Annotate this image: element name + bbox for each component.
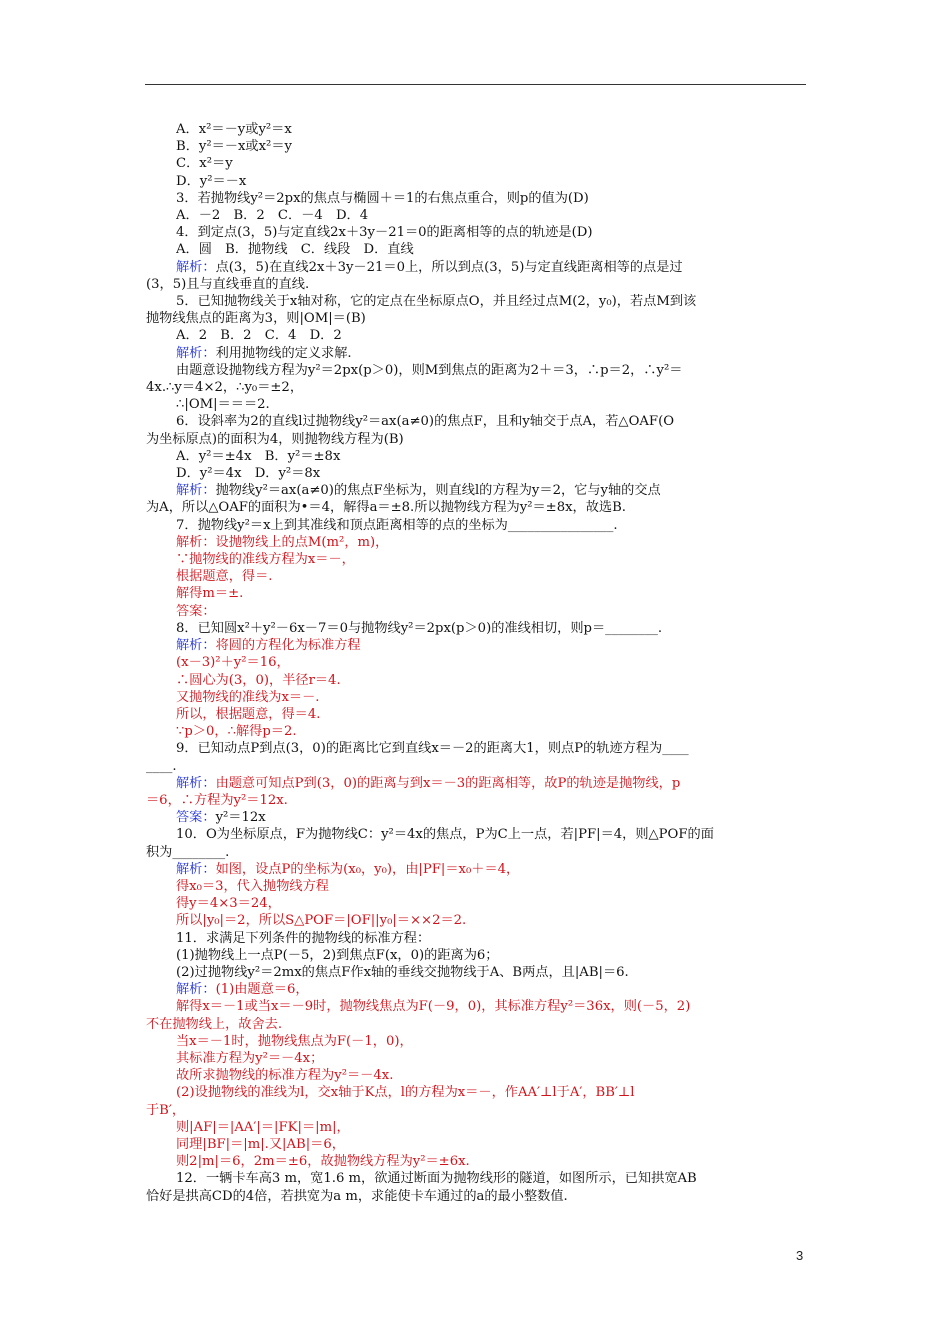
- text-run: (1)抛物线上一点P(－5，2)到焦点F(x，0)的距离为6；: [176, 947, 499, 963]
- text-line: [176, 1033, 808, 1050]
- text-line: [176, 637, 808, 654]
- text-line: [146, 276, 808, 293]
- text-run: 于B′，: [146, 1102, 186, 1118]
- text-line: [176, 964, 808, 981]
- text-line: [146, 499, 808, 516]
- text-line: [176, 1170, 808, 1187]
- text-line: [176, 1153, 808, 1170]
- text-run: 积为________.: [146, 844, 230, 860]
- page-number: 3: [796, 1248, 804, 1263]
- text-run: 同理|BF|＝|m|.又|AB|＝6，: [176, 1136, 345, 1152]
- text-run: 故所求抛物线的标准方程为y²＝－4x.: [176, 1068, 394, 1084]
- text-run: 点(3，5)在直线2x＋3y－21＝0上，所以到点(3，5)与定直线距离相等的点是过: [215, 259, 683, 275]
- text-run: 解得m＝±.: [176, 586, 244, 602]
- text-run: 5．已知抛物线关于x轴对称，它的定点在坐标原点O，并且经过点M(2，y₀)，若点M到该: [176, 294, 697, 310]
- text-run: (2)过抛物线y²＝2mx的焦点F作x轴的垂线交抛物线于A、B两点，且|AB|＝6.: [176, 964, 629, 980]
- text-run: 其标准方程为y²＝－4x；: [176, 1050, 324, 1066]
- text-run: 又抛物线的准线为x＝－.: [176, 689, 320, 705]
- text-line: [176, 861, 808, 878]
- text-line: [176, 1050, 808, 1067]
- solution-label: 解析：: [176, 483, 216, 499]
- text-line: [146, 1188, 808, 1205]
- text-line: [176, 465, 808, 482]
- text-line: [176, 259, 808, 276]
- text-line: [176, 345, 808, 362]
- text-run: B．y²＝－x或x²＝y: [176, 139, 292, 155]
- text-run: ∴圆心为(3，0)，半径r＝4.: [176, 672, 341, 688]
- text-line: [146, 310, 808, 327]
- text-run: ____.: [146, 758, 177, 774]
- text-line: [176, 1119, 808, 1136]
- document-body: [146, 121, 808, 1205]
- text-run: 得y＝4×3＝24，: [176, 896, 281, 912]
- text-run: 当x＝－1时，抛物线焦点为F(－1，0)，: [176, 1033, 413, 1049]
- text-line: [146, 1016, 808, 1033]
- text-run: 10．O为坐标原点，F为抛物线C：y²＝4x的焦点，P为C上一点，若|PF|＝4，则△POF的面: [176, 827, 714, 843]
- text-run: A．x²＝－y或y²＝x: [176, 122, 292, 137]
- text-line: [176, 190, 808, 207]
- text-run: ＝6，∴方程为y²＝12x.: [146, 792, 288, 808]
- solution-label: 解析：: [176, 345, 216, 361]
- text-run: 8．已知圆x²＋y²－6x－7＝0与抛物线y²＝2px(p＞0)的准线相切，则p＝________.: [176, 620, 663, 636]
- text-line: [176, 568, 808, 585]
- text-line: [146, 758, 808, 775]
- text-run: (x－3)²＋y²＝16，: [176, 655, 290, 671]
- text-run: A．2 B．2 C．4 D．2: [176, 328, 342, 344]
- text-run: 所以，根据题意，得＝4.: [176, 706, 321, 722]
- text-line: [176, 482, 808, 499]
- text-run: ∴|OM|＝＝＝2.: [176, 397, 270, 413]
- text-run: 恰好是拱高CD的4倍，若拱宽为a m，求能使卡车通过的a的最小整数值.: [146, 1188, 568, 1204]
- text-run: 利用抛物线的定义求解.: [215, 345, 352, 361]
- text-line: [176, 1084, 808, 1101]
- text-line: [176, 981, 808, 998]
- text-line: [176, 362, 808, 379]
- text-run: 解得x＝－1或当x＝－9时，抛物线焦点为F(－9，0)，其标准方程y²＝36x，则(－5，2): [176, 999, 691, 1015]
- solution-label: 解析：: [176, 259, 216, 275]
- text-line: [176, 775, 808, 792]
- text-line: [176, 241, 808, 258]
- text-run: 9．已知动点P到点(3，0)的距离比它到直线x＝－2的距离大1，则点P的轨迹方程为____: [176, 741, 689, 757]
- text-line: [146, 379, 808, 396]
- text-run: 11．求满足下列条件的抛物线的标准方程：: [176, 930, 431, 946]
- text-line: [176, 551, 808, 568]
- text-run: A．y²＝±4x B．y²＝±8x: [176, 448, 341, 464]
- solution-label: 解析：: [176, 775, 216, 791]
- text-line: [176, 173, 808, 190]
- text-run: 抛物线焦点的距离为3，则|OM|＝(B): [146, 311, 366, 327]
- text-line: [176, 224, 808, 241]
- text-run: 由题意可知点P到(3，0)的距离与到x＝－3的距离相等，故P的轨迹是抛物线，p: [215, 775, 681, 791]
- text-line: [176, 413, 808, 430]
- text-run: 由题意设抛物线方程为y²＝2px(p＞0)，则M到焦点的距离为2＋＝3，∴p＝2，∴y²＝: [176, 362, 683, 378]
- text-run: y²＝12x: [215, 810, 266, 826]
- text-run: 抛物线y²＝ax(a≠0)的焦点F坐标为，则直线l的方程为y＝2，它与y轴的交点: [215, 483, 661, 499]
- text-run: ∵p＞0，∴解得p＝2.: [176, 724, 297, 740]
- text-line: [176, 448, 808, 465]
- text-line: [176, 155, 808, 172]
- text-run: D．y²＝4x D．y²＝8x: [176, 466, 321, 482]
- text-line: [176, 534, 808, 551]
- text-line: [176, 912, 808, 929]
- text-run: (2)设抛物线的准线为l，交x轴于K点，l的方程为x＝－，作AA′⊥l于A′，BB′⊥l: [176, 1085, 635, 1101]
- text-line: [176, 947, 808, 964]
- solution-label: 答案：: [176, 810, 216, 826]
- text-run: 4．到定点(3，5)与定直线2x＋3y－21＝0的距离相等的点的轨迹是(D): [176, 225, 593, 241]
- text-run: D．y²＝－x: [176, 173, 247, 189]
- text-line: [176, 121, 808, 138]
- text-line: [176, 1136, 808, 1153]
- text-line: [146, 1102, 808, 1119]
- text-run: 12．一辆卡车高3 m，宽1.6 m，欲通过断面为抛物线形的隧道，如图所示，已知拱宽AB: [176, 1171, 697, 1187]
- text-run: 答案：: [176, 603, 216, 619]
- text-run: 得x₀＝3，代入抛物线方程: [176, 878, 329, 894]
- text-line: [176, 809, 808, 826]
- text-run: 所以|y₀|＝2，所以S△POF＝|OF||y₀|＝××2＝2.: [176, 913, 467, 929]
- text-run: 3．若抛物线y²＝2px的焦点与椭圆＋＝1的右焦点重合，则p的值为(D): [176, 190, 589, 206]
- solution-label: 解析：: [176, 861, 216, 877]
- text-run: A．圆 B．抛物线 C．线段 D．直线: [176, 242, 414, 258]
- text-line: [176, 138, 808, 155]
- text-line: [176, 895, 808, 912]
- text-line: [146, 844, 808, 861]
- text-line: [176, 207, 808, 224]
- text-run: 为坐标原点)的面积为4，则抛物线方程为(B): [146, 431, 404, 447]
- text-run: 将圆的方程化为标准方程: [215, 638, 361, 654]
- text-line: [176, 878, 808, 895]
- text-run: A．－2 B．2 C．－4 D．4: [176, 208, 369, 224]
- text-run: ∵抛物线的准线方程为x＝－，: [176, 552, 355, 568]
- text-run: 不在抛物线上，故舍去.: [146, 1016, 283, 1032]
- text-run: 6．设斜率为2的直线l过抛物线y²＝ax(a≠0)的焦点F，且和y轴交于点A，若△OAF(O: [176, 414, 675, 430]
- text-line: [176, 603, 808, 620]
- text-line: [176, 740, 808, 757]
- text-run: C．x²＝y: [176, 156, 233, 172]
- text-line: [176, 1067, 808, 1084]
- text-run: (3，5)且与直线垂直的直线.: [146, 276, 310, 292]
- text-run: 则2|m|＝6，2m＝±6，故抛物线方程为y²＝±6x.: [176, 1154, 470, 1170]
- text-run: 解析：设抛物线上的点M(m²，m)，: [176, 534, 389, 550]
- text-line: [176, 826, 808, 843]
- text-run: 如图，设点P的坐标为(x₀，y₀)，由|PF|＝x₀＋＝4，: [215, 861, 520, 877]
- text-line: [176, 930, 808, 947]
- text-line: [176, 672, 808, 689]
- text-line: [176, 654, 808, 671]
- text-run: 则|AF|＝|AA′|＝|FK|＝|m|，: [176, 1119, 350, 1135]
- text-line: [176, 585, 808, 602]
- text-line: [176, 706, 808, 723]
- text-run: 为A，所以△OAF的面积为•＝4，解得a＝±8.所以抛物线方程为y²＝±8x，故选B.: [146, 500, 626, 516]
- text-run: 根据题意，得＝.: [176, 569, 273, 585]
- text-line: [146, 431, 808, 448]
- text-line: [146, 792, 808, 809]
- text-run: 7．抛物线y²＝x上到其准线和顶点距离相等的点的坐标为________________.: [176, 517, 618, 533]
- text-line: [176, 689, 808, 706]
- text-line: [176, 517, 808, 534]
- text-line: [176, 620, 808, 637]
- text-run: (1)由题意＝6，: [215, 982, 309, 998]
- solution-label: 解析：: [176, 982, 216, 998]
- header-rule: [145, 84, 806, 85]
- text-line: [176, 396, 808, 413]
- text-line: [176, 723, 808, 740]
- solution-label: 解析：: [176, 638, 216, 654]
- text-line: [176, 293, 808, 310]
- text-line: [176, 998, 808, 1015]
- text-line: [176, 327, 808, 344]
- text-run: 4x.∴y＝4×2，∴y₀＝±2，: [146, 380, 304, 396]
